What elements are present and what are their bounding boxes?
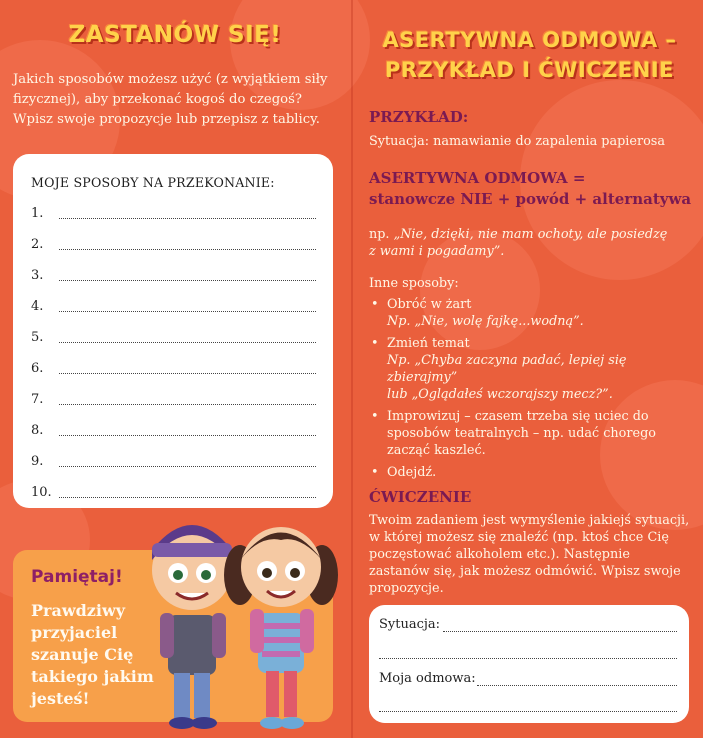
refusal-line-2[interactable]: [379, 697, 677, 717]
exercise-card: [369, 605, 689, 723]
line-number: 9.: [31, 454, 44, 469]
line-number: 7.: [31, 392, 44, 407]
line-number: 8.: [31, 423, 44, 438]
write-line[interactable]: [31, 485, 316, 505]
refusal-label: Moja odmowa:: [379, 671, 476, 686]
list-item: • Improwizuj – czasem trzeba się uciec do sposobów teatralnych – np. udać chorego zacząć kaszleć.: [369, 408, 694, 459]
exercise-heading: ĆWICZENIE: [369, 488, 472, 506]
line-number: 4.: [31, 299, 44, 314]
formula-line2: stanowcze NIE + powód + alternatywa: [369, 190, 692, 208]
formula: [369, 168, 691, 210]
remember-heading: Pamiętaj!: [31, 567, 123, 587]
line-number: 6.: [31, 361, 44, 376]
left-title: ZASTANÓW SIĘ!: [68, 22, 282, 48]
my-ways-heading: MOJE SPOSOBY NA PRZEKONANIE:: [31, 175, 275, 190]
line-number: 2.: [31, 237, 44, 252]
write-line[interactable]: [31, 361, 316, 381]
my-ways-card: [13, 154, 333, 508]
situation-label: Sytuacja:: [379, 617, 441, 632]
write-line[interactable]: [31, 454, 316, 474]
page-fold: [351, 0, 353, 738]
girl-figure: [224, 527, 338, 729]
example-quote-line1: „Nie, dzięki, nie mam ochoty, ale posiedzę: [393, 227, 668, 242]
write-line[interactable]: [31, 206, 316, 226]
right-title: [356, 25, 703, 85]
kids-illustration: [140, 505, 350, 735]
line-number: 1.: [31, 206, 44, 221]
line-number: 3.: [31, 268, 44, 283]
refusal-line[interactable]: [379, 671, 677, 691]
other-ways-list: [369, 296, 694, 486]
list-item: • Odejdź.: [369, 464, 694, 481]
example-quote: [369, 226, 667, 260]
write-line[interactable]: [31, 299, 316, 319]
example-situation: Sytuacja: namawianie do zapalenia papierosa: [369, 134, 665, 149]
write-line[interactable]: [31, 423, 316, 443]
line-number: 10.: [31, 485, 52, 500]
situation-line-2[interactable]: [379, 644, 677, 664]
formula-line1: ASERTYWNA ODMOWA =: [369, 169, 586, 187]
boy-figure: [152, 525, 232, 729]
write-line[interactable]: [31, 392, 316, 412]
write-line[interactable]: [31, 330, 316, 350]
remember-text: Prawdziwy przyjaciel szanuje Cię takiego jakim jesteś!: [31, 601, 154, 708]
example-prefix: np.: [369, 227, 394, 242]
right-title-line1: ASERTYWNA ODMOWA –: [382, 28, 677, 52]
right-title-line2: PRZYKŁAD I ĆWICZENIE: [385, 58, 674, 82]
example-quote-line2: z wami i pogadamy”.: [369, 244, 505, 259]
write-line[interactable]: [31, 237, 316, 257]
write-line[interactable]: [31, 268, 316, 288]
exercise-text: Twoim zadaniem jest wymyślenie jakiejś sytuacji, w której możesz się znaleźć (np. ktoś chce Cię poczęstować alkoholem etc.). Następnie zastanów się, jak możesz odmówić. Wpisz swoje propozycje.: [369, 513, 690, 596]
example-heading: PRZYKŁAD:: [369, 108, 469, 126]
line-number: 5.: [31, 330, 44, 345]
list-item: • Zmień temat Np. „Chyba zaczyna padać, lepiej się zbierajmy” lub „Oglądałeś wczorajszy mecz?”.: [369, 335, 694, 403]
situation-line[interactable]: [379, 617, 677, 637]
list-item: • Obróć w żart Np. „Nie, wolę fajkę...wodną”.: [369, 296, 694, 330]
other-ways-label: Inne sposoby:: [369, 276, 459, 291]
left-intro: Jakich sposobów możesz użyć (z wyjątkiem siły fizycznej), aby przekonać kogoś do czegoś? Wpisz swoje propozycje lub przepisz z tablicy.: [13, 72, 328, 127]
